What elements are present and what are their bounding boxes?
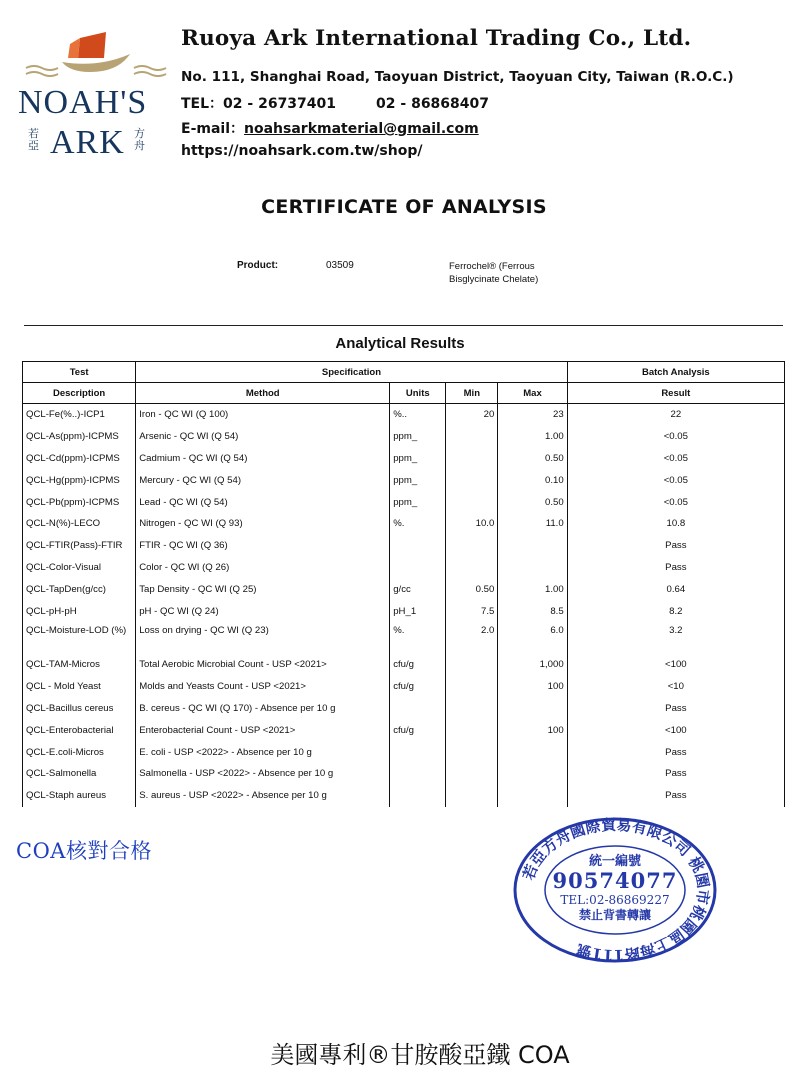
- cell-min: [446, 719, 498, 741]
- telephone-line: [181, 93, 489, 113]
- cell-units: pH_1: [390, 600, 446, 622]
- product-name-line-2: Bisglycinate Chelate): [449, 274, 539, 285]
- cell-max: 100: [498, 719, 567, 741]
- cell-test: QCL-TapDen(g/cc): [23, 578, 136, 600]
- document-title: [0, 196, 800, 218]
- cell-method: Cadmium - QC WI (Q 54): [136, 448, 390, 470]
- cell-result: <0.05: [567, 426, 784, 448]
- cell-min: [446, 763, 498, 785]
- cell-units: ppm_: [390, 426, 446, 448]
- header-specification: Specification: [136, 362, 567, 383]
- table-row: [23, 741, 785, 763]
- header-units: Units: [390, 383, 446, 404]
- cell-min: 2.0: [446, 622, 498, 654]
- cell-max: 0.50: [498, 491, 567, 513]
- cell-min: [446, 491, 498, 513]
- cell-test: QCL-Pb(ppm)-ICPMS: [23, 491, 136, 513]
- cell-method: B. cereus - QC WI (Q 170) - Absence per 10 g: [136, 698, 390, 720]
- table-row: [23, 513, 785, 535]
- company-address: No. 111, Shanghai Road, Taoyuan District, Taoyuan City, Taiwan (R.O.C.): [181, 69, 734, 85]
- cell-min: 20: [446, 404, 498, 426]
- cell-result: Pass: [567, 741, 784, 763]
- product-code: 03509: [326, 260, 354, 271]
- cell-result: Pass: [567, 763, 784, 785]
- cell-min: [446, 469, 498, 491]
- cell-result: Pass: [567, 785, 784, 807]
- cell-min: [446, 654, 498, 676]
- product-name-line-1: Ferrochel® (Ferrous: [449, 261, 535, 272]
- cell-test: QCL - Mold Yeast: [23, 676, 136, 698]
- cell-units: [390, 763, 446, 785]
- cell-result: Pass: [567, 557, 784, 579]
- cell-test: QCL-Hg(ppm)-ICPMS: [23, 469, 136, 491]
- header-result: Result: [567, 383, 784, 404]
- table-header-row-2: [23, 383, 785, 404]
- cell-max: 1.00: [498, 578, 567, 600]
- cell-min: [446, 426, 498, 448]
- cell-min: [446, 448, 498, 470]
- cell-units: cfu/g: [390, 676, 446, 698]
- cell-method: Nitrogen - QC WI (Q 93): [136, 513, 390, 535]
- cell-units: g/cc: [390, 578, 446, 600]
- cell-max: [498, 785, 567, 807]
- cell-method: Arsenic - QC WI (Q 54): [136, 426, 390, 448]
- cell-max: [498, 698, 567, 720]
- cell-test: QCL-Moisture-LOD (%): [23, 622, 136, 654]
- table-row: [23, 600, 785, 622]
- cell-test: QCL-Bacillus cereus: [23, 698, 136, 720]
- cell-method: S. aureus - USP <2022> - Absence per 10 g: [136, 785, 390, 807]
- header-max: Max: [498, 383, 567, 404]
- cell-method: Molds and Yeasts Count - USP <2021>: [136, 676, 390, 698]
- section-divider: [24, 325, 783, 326]
- cell-max: 100: [498, 676, 567, 698]
- header-description: Description: [23, 383, 136, 404]
- cell-min: 7.5: [446, 600, 498, 622]
- cell-min: [446, 676, 498, 698]
- cell-result: Pass: [567, 698, 784, 720]
- product-label: Product:: [237, 260, 279, 271]
- table-row: [23, 578, 785, 600]
- cell-method: pH - QC WI (Q 24): [136, 600, 390, 622]
- cell-test: QCL-Enterobacterial: [23, 719, 136, 741]
- tel-number-1: 02 - 26737401: [223, 96, 337, 112]
- cell-method: Lead - QC WI (Q 54): [136, 491, 390, 513]
- cell-result: <0.05: [567, 491, 784, 513]
- company-seal: [510, 815, 720, 965]
- cell-min: [446, 535, 498, 557]
- cell-result: 0.64: [567, 578, 784, 600]
- cell-units: [390, 698, 446, 720]
- table-row: [23, 535, 785, 557]
- header-batch-analysis: Batch Analysis: [567, 362, 784, 383]
- cell-test: QCL-Color-Visual: [23, 557, 136, 579]
- results-title: Analytical Results: [335, 335, 465, 352]
- table-row: [23, 622, 785, 654]
- cell-test: QCL-TAM-Micros: [23, 654, 136, 676]
- cell-test: QCL-FTIR(Pass)-FTIR: [23, 535, 136, 557]
- cell-result: <10: [567, 676, 784, 698]
- table-row: [23, 785, 785, 807]
- cell-result: 10.8: [567, 513, 784, 535]
- company-logo: [18, 28, 178, 163]
- table-row: [23, 698, 785, 720]
- cell-units: [390, 785, 446, 807]
- cell-test: QCL-E.coli-Micros: [23, 741, 136, 763]
- logo-ark-row: [18, 124, 178, 164]
- cell-result: Pass: [567, 535, 784, 557]
- logo-cn-left: 若亞: [28, 127, 39, 152]
- logo-brand-top: NOAH'S: [18, 84, 148, 121]
- header-test: Test: [23, 362, 136, 383]
- cell-min: [446, 741, 498, 763]
- header-method: Method: [136, 383, 390, 404]
- table-row: [23, 557, 785, 579]
- tel-number-2: 02 - 86868407: [376, 96, 490, 112]
- cell-method: Mercury - QC WI (Q 54): [136, 469, 390, 491]
- cell-units: [390, 557, 446, 579]
- cell-method: Iron - QC WI (Q 100): [136, 404, 390, 426]
- cell-units: %.: [390, 622, 446, 654]
- cell-max: 0.50: [498, 448, 567, 470]
- cell-max: 23: [498, 404, 567, 426]
- cell-units: ppm_: [390, 448, 446, 470]
- cell-method: E. coli - USP <2022> - Absence per 10 g: [136, 741, 390, 763]
- cell-min: 0.50: [446, 578, 498, 600]
- cell-method: Loss on drying - QC WI (Q 23): [136, 622, 390, 654]
- cell-units: [390, 741, 446, 763]
- cell-result: <0.05: [567, 469, 784, 491]
- cell-max: 1,000: [498, 654, 567, 676]
- email-line: [181, 118, 479, 138]
- cell-max: 1.00: [498, 426, 567, 448]
- ship-sail-icon: [18, 28, 178, 88]
- cell-result: <100: [567, 719, 784, 741]
- table-body: [23, 404, 785, 807]
- cell-min: [446, 698, 498, 720]
- table-row: [23, 426, 785, 448]
- cell-max: 6.0: [498, 622, 567, 654]
- cell-test: QCL-Fe(%..)-ICP1: [23, 404, 136, 426]
- cell-result: 3.2: [567, 622, 784, 654]
- cell-units: cfu/g: [390, 654, 446, 676]
- cell-test: QCL-Staph aureus: [23, 785, 136, 807]
- cell-min: 10.0: [446, 513, 498, 535]
- seal-line-4: 禁止背書轉讓: [578, 908, 652, 922]
- cell-min: [446, 557, 498, 579]
- cell-test: QCL-Cd(ppm)-ICPMS: [23, 448, 136, 470]
- company-name: Ruoya Ark International Trading Co., Ltd.: [181, 26, 692, 51]
- cell-method: Enterobacterial Count - USP <2021>: [136, 719, 390, 741]
- cell-method: Total Aerobic Microbial Count - USP <2021>: [136, 654, 390, 676]
- table-row: [23, 469, 785, 491]
- table-row: [23, 719, 785, 741]
- cell-method: Tap Density - QC WI (Q 25): [136, 578, 390, 600]
- table-header-row-1: [23, 362, 785, 383]
- cell-units: [390, 535, 446, 557]
- logo-brand-bottom: ARK: [50, 124, 125, 161]
- cell-method: Salmonella - USP <2022> - Absence per 10 g: [136, 763, 390, 785]
- footer-caption: [0, 1035, 800, 1070]
- table-row: [23, 404, 785, 426]
- website-link[interactable]: https://noahsark.com.tw/shop/: [181, 143, 423, 159]
- cell-result: 8.2: [567, 600, 784, 622]
- cell-units: cfu/g: [390, 719, 446, 741]
- cell-test: QCL-pH-pH: [23, 600, 136, 622]
- seal-ring-textpath: 若亞方舟國際貿易有限公司 桃園市桃園區上海路111號: [519, 815, 713, 965]
- seal-line-2: 90574077: [552, 868, 678, 893]
- cell-max: 11.0: [498, 513, 567, 535]
- cell-units: %.: [390, 513, 446, 535]
- email-link[interactable]: noahsarkmaterial@gmail.com: [244, 121, 479, 137]
- header-min: Min: [446, 383, 498, 404]
- cell-max: 8.5: [498, 600, 567, 622]
- email-label: E-mail：: [181, 121, 245, 137]
- cell-max: [498, 535, 567, 557]
- cell-method: Color - QC WI (Q 26): [136, 557, 390, 579]
- seal-line-3: TEL:02-86869227: [560, 893, 670, 907]
- cell-result: <0.05: [567, 448, 784, 470]
- handwritten-note: COA核對合格: [16, 839, 152, 863]
- cell-result: <100: [567, 654, 784, 676]
- cell-test: QCL-Salmonella: [23, 763, 136, 785]
- cell-result: 22: [567, 404, 784, 426]
- document-title-text: CERTIFICATE OF ANALYSIS: [261, 196, 547, 218]
- tel-label: TEL：: [181, 96, 224, 112]
- table-row: [23, 448, 785, 470]
- cell-units: ppm_: [390, 469, 446, 491]
- cell-method: FTIR - QC WI (Q 36): [136, 535, 390, 557]
- table-row: [23, 676, 785, 698]
- cell-max: [498, 557, 567, 579]
- analysis-table: [22, 361, 785, 807]
- cell-max: [498, 741, 567, 763]
- cell-test: QCL-As(ppm)-ICPMS: [23, 426, 136, 448]
- seal-line-1: 統一編號: [588, 854, 642, 869]
- cell-test: QCL-N(%)-LECO: [23, 513, 136, 535]
- product-name: [449, 260, 589, 286]
- cell-units: %..: [390, 404, 446, 426]
- footer-caption-text: 美國專利®甘胺酸亞鐵 COA: [270, 1041, 570, 1069]
- cell-units: ppm_: [390, 491, 446, 513]
- table-row: [23, 491, 785, 513]
- table-row: [23, 654, 785, 676]
- table-row: [23, 763, 785, 785]
- logo-cn-right: 方舟: [134, 127, 145, 152]
- cell-max: [498, 763, 567, 785]
- cell-min: [446, 785, 498, 807]
- cell-max: 0.10: [498, 469, 567, 491]
